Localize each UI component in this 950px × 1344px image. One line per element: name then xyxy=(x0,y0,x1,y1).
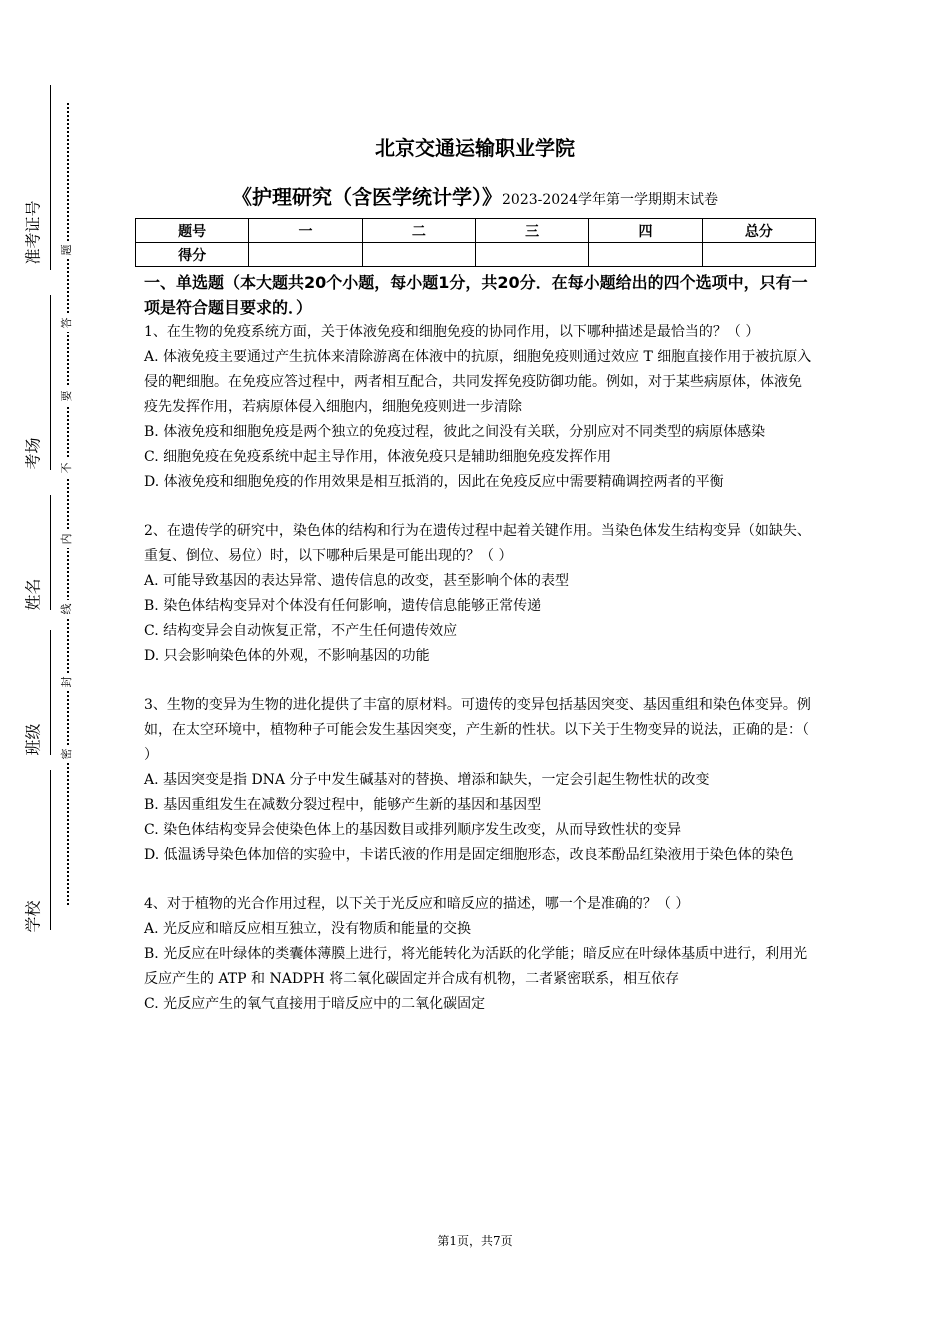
option-c: C. 细胞免疫在免疫系统中起主导作用，体液免疫只是辅助细胞免疫发挥作用 xyxy=(144,449,612,465)
field-line xyxy=(50,630,51,755)
score-header-cell: 四 xyxy=(589,219,702,243)
seal-char: 答 xyxy=(58,314,76,332)
option-a: A. 基因突变是指 DNA 分子中发生碱基对的替换、增添和缺失，一定会引起生物性状的改变 xyxy=(144,772,710,788)
score-input-cell[interactable] xyxy=(589,243,702,267)
seal-char: 线 xyxy=(58,600,76,618)
option-b: B. 光反应在叶绿体的类囊体薄膜上进行，将光能转化为活跃的化学能；暗反应在叶绿体基质中进行，利用光反应产生的 ATP 和 NADPH 将二氧化碳固定并合成有机物，二者紧密联系，相互依存 xyxy=(144,946,808,987)
option-c: C. 光反应产生的氧气直接用于暗反应中的二氧化碳固定 xyxy=(144,996,486,1012)
question-4 xyxy=(144,892,812,1017)
field-name xyxy=(14,495,50,610)
option-d: D. 体液免疫和细胞免疫的作用效果是相互抵消的，因此在免疫反应中需要精确调控两者的平衡 xyxy=(144,474,724,490)
option-d: D. 低温诱导染色体加倍的实验中，卡诺氏液的作用是固定细胞形态，改良苯酚品红染液用于染色体的染色 xyxy=(144,847,794,863)
score-header-row xyxy=(136,219,816,243)
field-line xyxy=(50,85,51,270)
question-stem: 1、在生物的免疫系统方面，关于体液免疫和细胞免疫的协同作用，以下哪种描述是最恰当的？（ ） xyxy=(144,324,760,340)
score-header-cell: 三 xyxy=(475,219,588,243)
seal-char: 封 xyxy=(58,673,76,691)
field-label: 学校 xyxy=(23,900,43,933)
seal-char: 内 xyxy=(58,530,76,548)
field-school xyxy=(14,770,50,933)
score-header-cell: 题号 xyxy=(136,219,249,243)
course-title: 《护理研究（含医学统计学）》 xyxy=(232,185,502,209)
question-stem: 3、生物的变异为生物的进化提供了丰富的原材料。可遗传的变异包括基因突变、基因重组和染色体变异。例如，在太空环境中，植物种子可能会发生基因突变，产生新的性状。以下关于生物变异的说法，正确的是：（ ） xyxy=(144,697,811,763)
option-d: D. 只会影响染色体的外观，不影响基因的功能 xyxy=(144,648,430,664)
score-value-row xyxy=(136,243,816,267)
page-footer: 第1页，共7页 xyxy=(437,1234,513,1248)
score-header-cell: 一 xyxy=(249,219,362,243)
option-b: B. 体液免疫和细胞免疫是两个独立的免疫过程，彼此之间没有关联，分别应对不同类型的病原体感染 xyxy=(144,424,766,440)
score-input-cell[interactable] xyxy=(362,243,475,267)
score-label-cell: 得分 xyxy=(136,243,249,267)
field-line xyxy=(50,770,51,930)
score-input-cell[interactable] xyxy=(475,243,588,267)
section-title: 一、单选题（本大题共20个小题，每小题1分，共20分．在每小题给出的四个选项中，只有一项是符合题目要求的．） xyxy=(144,273,808,317)
option-c: C. 结构变异会自动恢复正常，不产生任何遗传效应 xyxy=(144,623,458,639)
option-c: C. 染色体结构变异会使染色体上的基因数目或排列顺序发生改变，从而导致性状的变异 xyxy=(144,822,682,838)
field-label: 准考证号 xyxy=(23,200,43,265)
option-a: A. 可能导致基因的表达异常、遗传信息的改变，甚至影响个体的表型 xyxy=(144,573,570,589)
seal-char: 密 xyxy=(58,745,76,763)
option-b: B. 基因重组发生在减数分裂过程中，能够产生新的基因和基因型 xyxy=(144,797,542,813)
question-1 xyxy=(144,320,812,495)
option-b: B. 染色体结构变异对个体没有任何影响，遗传信息能够正常传递 xyxy=(144,598,542,614)
school-name: 北京交通运输职业学院 xyxy=(375,136,575,160)
score-input-cell[interactable] xyxy=(702,243,815,267)
score-table xyxy=(135,218,816,267)
question-3 xyxy=(144,693,812,868)
seal-char: 不 xyxy=(58,459,76,477)
seal-char: 题 xyxy=(58,241,76,259)
question-stem: 2、在遗传学的研究中，染色体的结构和行为在遗传过程中起着关键作用。当染色体发生结构变异（如缺失、重复、倒位、易位）时，以下哪种后果是可能出现的？（ ） xyxy=(144,523,811,564)
exam-content xyxy=(144,270,812,1017)
seal-char: 要 xyxy=(58,387,76,405)
exam-title xyxy=(0,181,950,210)
field-label: 姓名 xyxy=(23,578,43,611)
field-line xyxy=(50,495,51,610)
field-line xyxy=(50,295,51,470)
field-admission-number xyxy=(14,85,50,270)
question-2 xyxy=(144,519,812,669)
question-stem: 4、对于植物的光合作用过程，以下关于光反应和暗反应的描述，哪一个是准确的？（ ） xyxy=(144,896,690,912)
field-label: 班级 xyxy=(23,723,43,756)
field-exam-room xyxy=(14,295,50,470)
option-a: A. 体液免疫主要通过产生抗体来清除游离在体液中的抗原，细胞免疫则通过效应 T 细胞直接作用于被抗原入侵的靶细胞。在免疫应答过程中，两者相互配合，共同发挥免疫防御功能。例如，对于某些病原体，体液免疫先发挥作用，若病原体侵入细胞内，细胞免疫则进一步清除 xyxy=(144,349,812,415)
term-label: 2023-2024学年第一学期期末试卷 xyxy=(502,192,718,208)
field-label: 考场 xyxy=(23,437,43,470)
seal-line xyxy=(67,103,69,905)
field-class xyxy=(14,630,50,755)
score-header-cell: 总分 xyxy=(702,219,815,243)
score-input-cell[interactable] xyxy=(249,243,362,267)
option-a: A. 光反应和暗反应相互独立，没有物质和能量的交换 xyxy=(144,921,472,937)
score-header-cell: 二 xyxy=(362,219,475,243)
